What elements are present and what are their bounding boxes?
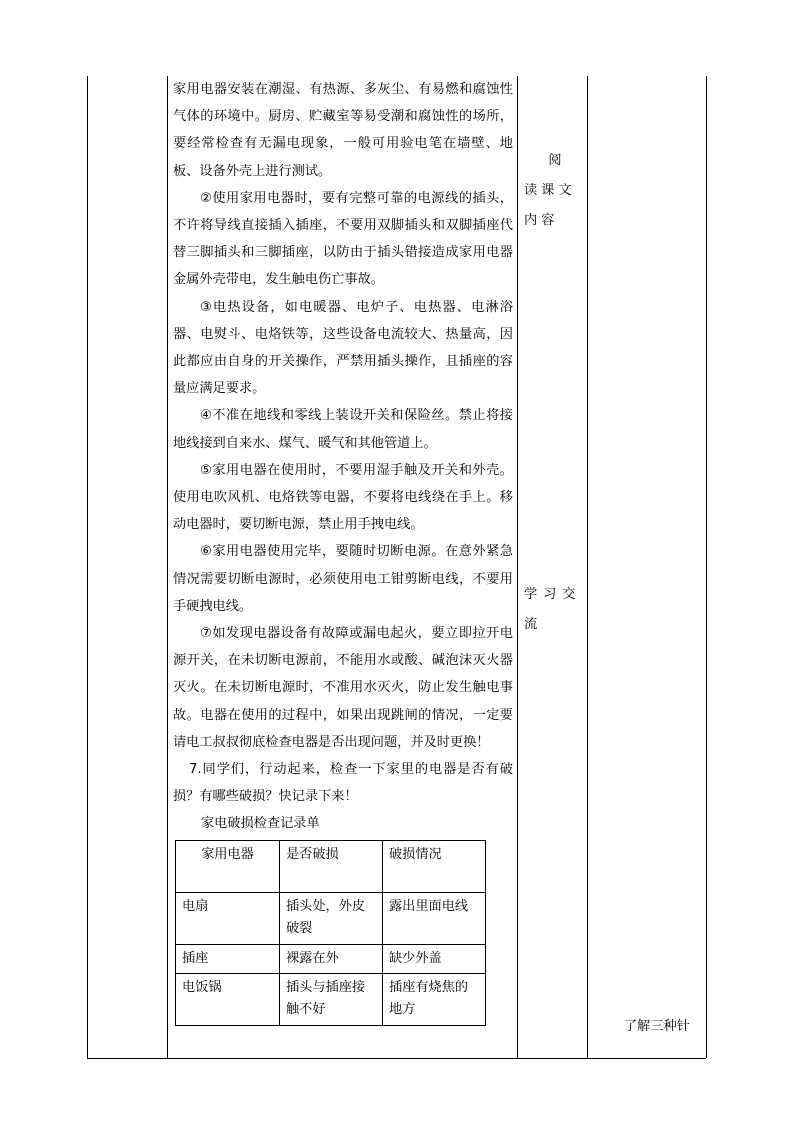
table-border-left xyxy=(87,76,88,1058)
header-damaged: 是否破损 xyxy=(280,840,383,892)
side-note-read-line2: 读课文内容 xyxy=(524,183,576,228)
question-7: 7.同学们，行动起来，检查一下家里的电器是否有破损？有哪些破损？快记录下来！ xyxy=(173,762,513,805)
paragraph-1: 家用电器安装在潮湿、有热源、多灰尘、有易燃和腐蚀性气体的环境中。厨房、贮藏室等易受潮和腐蚀性的场所，要经常检查有无漏电现象，一般可用验电笔在墙壁、地板、设备外壳上进行测试。 xyxy=(173,82,513,179)
side-note-understand: 了解三种针 xyxy=(624,1019,690,1034)
paragraph-5: ⑤家用电器在使用时，不要用湿手触及开关和外壳。使用电吹风机、电烙铁等电器，不要将电线绕在手上。移动电器时，要切断电源，禁止用手拽电线。 xyxy=(173,462,513,533)
cell-condition: 缺少外盖 xyxy=(383,944,486,973)
paragraph-4: ④不准在地线和零线上装设开关和保险丝。禁止将接地线接到自来水、煤气、暖气和其他管道上。 xyxy=(173,408,513,451)
table-border-col2 xyxy=(167,76,168,1058)
paragraph-2: ②使用家用电器时，要有完整可靠的电源线的插头，不许将导线直接插入插座，不要用双脚插头和双脚插座代替三脚插头和三脚插座，以防由于插头错接造成家用电器金属外壳带电，发生触电伤亡事故。 xyxy=(173,190,513,288)
paragraph-6: ⑥家用电器使用完毕，要随时切断电源。在意外紧急情况需要切断电源时，必须使用电工钳剪断电线，不要用手硬拽电线。 xyxy=(173,544,513,614)
table-header-row xyxy=(176,840,486,892)
cell-damaged: 裸露在外 xyxy=(280,944,383,973)
table-border-col4 xyxy=(587,76,588,1058)
side-note-read xyxy=(524,146,586,236)
cell-appliance: 插座 xyxy=(176,944,280,973)
cell-appliance: 电扇 xyxy=(176,892,280,944)
table-border-right xyxy=(706,76,707,1058)
cell-damaged: 插头与插座接触不好 xyxy=(280,973,383,1025)
cell-appliance: 电饭锅 xyxy=(176,973,280,1025)
cell-damaged: 插头处，外皮破裂 xyxy=(280,892,383,944)
record-table-caption: 家电破损检查记录单 xyxy=(201,816,320,832)
table-border-col3 xyxy=(517,76,518,1058)
paragraph-3: ③电热设备，如电暖器、电炉子、电热器、电淋浴器、电熨斗、电烙铁等，这些设备电流较大、热量高，因此都应由自身的开关操作，严禁用插头操作，且插座的容量应满足要求。 xyxy=(173,299,513,397)
cell-condition: 露出里面电线 xyxy=(383,892,486,944)
header-condition: 破损情况 xyxy=(383,840,486,892)
paragraph-7: ⑦如发现电器设备有故障或漏电起火，要立即拉开电源开关，在未切断电源前，不能用水或酸、碱泡沫灭火器灭火。在未切断电源时，不准用水灭火，防止发生触电事故。电器在使用的过程中，如果出现跳闸的情况，一定要请电工叔叔彻底检查电器是否出现问题，并及时更换！ xyxy=(173,626,513,750)
table-row xyxy=(176,973,486,1025)
header-appliance: 家用电器 xyxy=(176,840,280,892)
damage-record-table xyxy=(175,840,486,1026)
table-row xyxy=(176,892,486,944)
table-border-bottom xyxy=(87,1058,706,1059)
cell-condition: 插座有烧焦的地方 xyxy=(383,973,486,1025)
table-row xyxy=(176,944,486,973)
side-note-exchange: 学习交流 xyxy=(524,587,582,632)
main-content xyxy=(173,76,513,1026)
side-note-read-line1: 阅 xyxy=(548,153,562,168)
